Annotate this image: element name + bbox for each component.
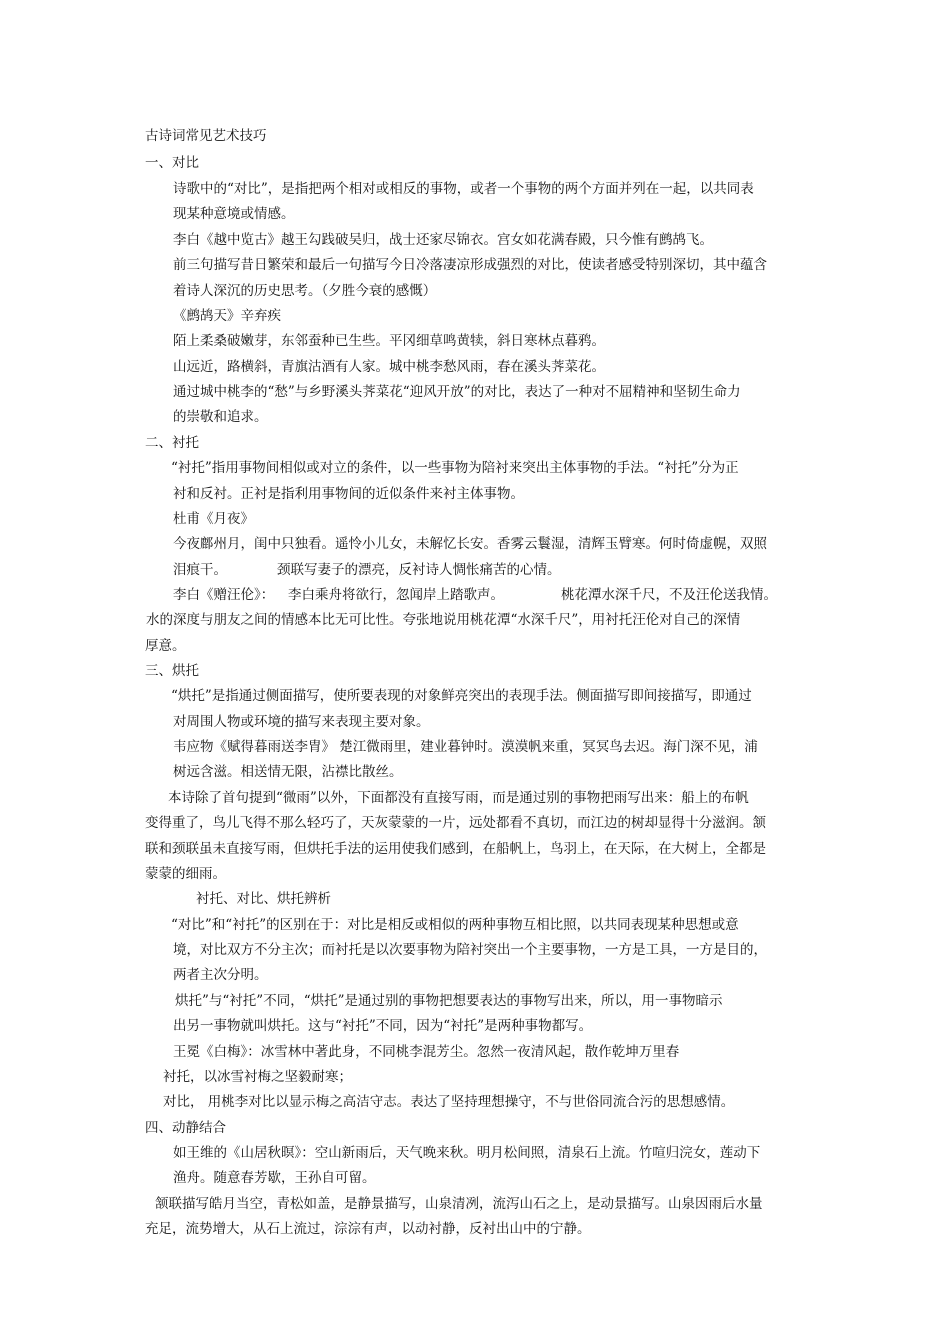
poem-line: 李白《越中览古》越王勾践破吴归，战士还家尽锦衣。宫女如花满春殿，只今惟有鹧鸪飞。 [173, 232, 713, 248]
poem-line: 陌上柔桑破嫩芽，东邻蚕种已生些。平冈细草鸣黄犊，斜日寒林点暮鸦。 [173, 333, 605, 349]
paragraph-line: 变得重了，鸟儿飞得不那么轻巧了，天灰蒙蒙的一片，远处都看不真切，而江边的树却显得十分滋润。颔 [145, 815, 766, 831]
paragraph-line: 的崇敬和追求。 [173, 409, 268, 425]
poem-line: 王冕《白梅》：冰雪林中著此身，不同桃李混芳尘。忽然一夜清风起，散作乾坤万里春 [173, 1044, 680, 1060]
poem-line: 泪痕干。 [173, 562, 227, 578]
paragraph-line: 厚意。 [145, 638, 186, 654]
poem-title: 《鹧鸪天》辛弃疾 [173, 308, 281, 324]
paragraph-line: 通过城中桃李的“愁”与乡野溪头荠菜花“迎风开放”的对比，表达了一种对不屈精神和坚韧生命力 [173, 384, 741, 400]
analysis-note: 对比， 用桃李对比以显示梅之高洁守志。表达了坚持理想操守，不与世俗同流合污的思想感情。 [163, 1094, 735, 1110]
section-heading-setoff: 三、烘托 [145, 663, 199, 679]
section-heading-motion-stillness: 四、动静结合 [145, 1120, 226, 1136]
paragraph-line: 充足，流势增大，从石上流过，淙淙有声，以动衬静，反衬出山中的宁静。 [145, 1221, 591, 1237]
analysis-note: 颈联写妻子的漂亮，反衬诗人惆怅痛苦的心情。 [277, 562, 561, 578]
document-title: 古诗词常见艺术技巧 [145, 128, 267, 144]
analysis-note: 衬托，以冰雪衬梅之坚毅耐寒； [163, 1069, 352, 1085]
paragraph-line: 前三句描写昔日繁荣和最后一句描写今日冷落凄凉形成强烈的对比，使读者感受特别深切，其中蕴含 [173, 257, 767, 273]
paragraph-line: 蒙蒙的细雨。 [145, 866, 226, 882]
paragraph-line: 颔联描写皓月当空，青松如盖，是静景描写，山泉清冽，流泻山石之上，是动景描写。山泉因雨后水量 [155, 1196, 763, 1212]
poem-line: 桃花潭水深千尺，不及汪伦送我情。 [561, 587, 777, 603]
paragraph-line: 现某种意境或情感。 [173, 206, 295, 222]
paragraph-line: 两者主次分明。 [173, 967, 268, 983]
poem-line: 渔舟。随意春芳歇，王孙自可留。 [173, 1170, 376, 1186]
paragraph-line: 衬和反衬。正衬是指利用事物间的近似条件来衬主体事物。 [173, 486, 524, 502]
paragraph-line: “对比”和“衬托”的区别在于：对比是相反或相似的两种事物互相比照，以共同表现某种思想或意 [171, 917, 739, 933]
subsection-heading: 衬托、对比、烘托辨析 [196, 891, 331, 907]
poem-line: 今夜鄜州月，闺中只独看。遥怜小儿女，未解忆长安。香雾云鬟湿，清辉玉臂寒。何时倚虚幌，双照 [173, 536, 767, 552]
section-heading-foil: 二、衬托 [145, 435, 199, 451]
poem-line: 李白乘舟将欲行，忽闻岸上踏歌声。 [288, 587, 504, 603]
poem-line: 韦应物《赋得暮雨送李胄》 楚江微雨里，建业暮钟时。漠漠帆来重，冥冥鸟去迟。海门深不见，浦 [173, 739, 758, 755]
paragraph-line: 水的深度与朋友之间的情感本比无可比性。夸张地说用桃花潭“水深千尺”，用衬托汪伦对自己的深情 [146, 612, 741, 628]
paragraph-line: 诗歌中的“对比”，是指把两个相对或相反的事物，或者一个事物的两个方面并列在一起，以共同表 [173, 181, 754, 197]
poem-title: 杜甫《月夜》 [173, 511, 254, 527]
poem-line: 如王维的《山居秋暝》：空山新雨后，天气晚来秋。明月松间照，清泉石上流。竹喧归浣女，莲动下 [173, 1145, 761, 1161]
paragraph-line: 本诗除了首句提到“微雨”以外，下面都没有直接写雨，而是通过别的事物把雨写出来：船上的布帆 [168, 790, 749, 806]
paragraph-line: 境，对比双方不分主次；而衬托是以次要事物为陪衬突出一个主要事物，一方是工具，一方是目的， [173, 942, 767, 958]
paragraph-line: 联和颈联虽未直接写雨，但烘托手法的运用使我们感到，在船帆上，鸟羽上，在天际，在大树上，全都是 [145, 841, 766, 857]
paragraph-line: 出另一事物就叫烘托。这与“衬托”不同，因为“衬托”是两种事物都写。 [173, 1018, 593, 1034]
poem-line: 山远近，路横斜，青旗沽酒有人家。城中桃李愁风雨，春在溪头荠菜花。 [173, 359, 605, 375]
paragraph-line: 着诗人深沉的历史思考。（夕胜今衰的感慨） [173, 283, 437, 299]
poem-label: 李白《赠汪伦》： [173, 587, 275, 603]
section-heading-contrast: 一、对比 [145, 155, 199, 171]
paragraph-line: 对周围人物或环境的描写来表现主要对象。 [173, 714, 430, 730]
paragraph-line: “衬托”指用事物间相似或对立的条件，以一些事物为陪衬来突出主体事物的手法。“衬托”分为正 [171, 460, 739, 476]
paragraph-line: 烘托”与“衬托”不同，“烘托”是通过别的事物把想要表达的事物写出来，所以，用一事物暗示 [175, 993, 723, 1009]
paragraph-line: “烘托”是指通过侧面描写，使所要表现的对象鲜亮突出的表现手法。侧面描写即间接描写，即通过 [171, 688, 752, 704]
poem-line: 树远含滋。相送情无限，沾襟比散丝。 [173, 764, 403, 780]
